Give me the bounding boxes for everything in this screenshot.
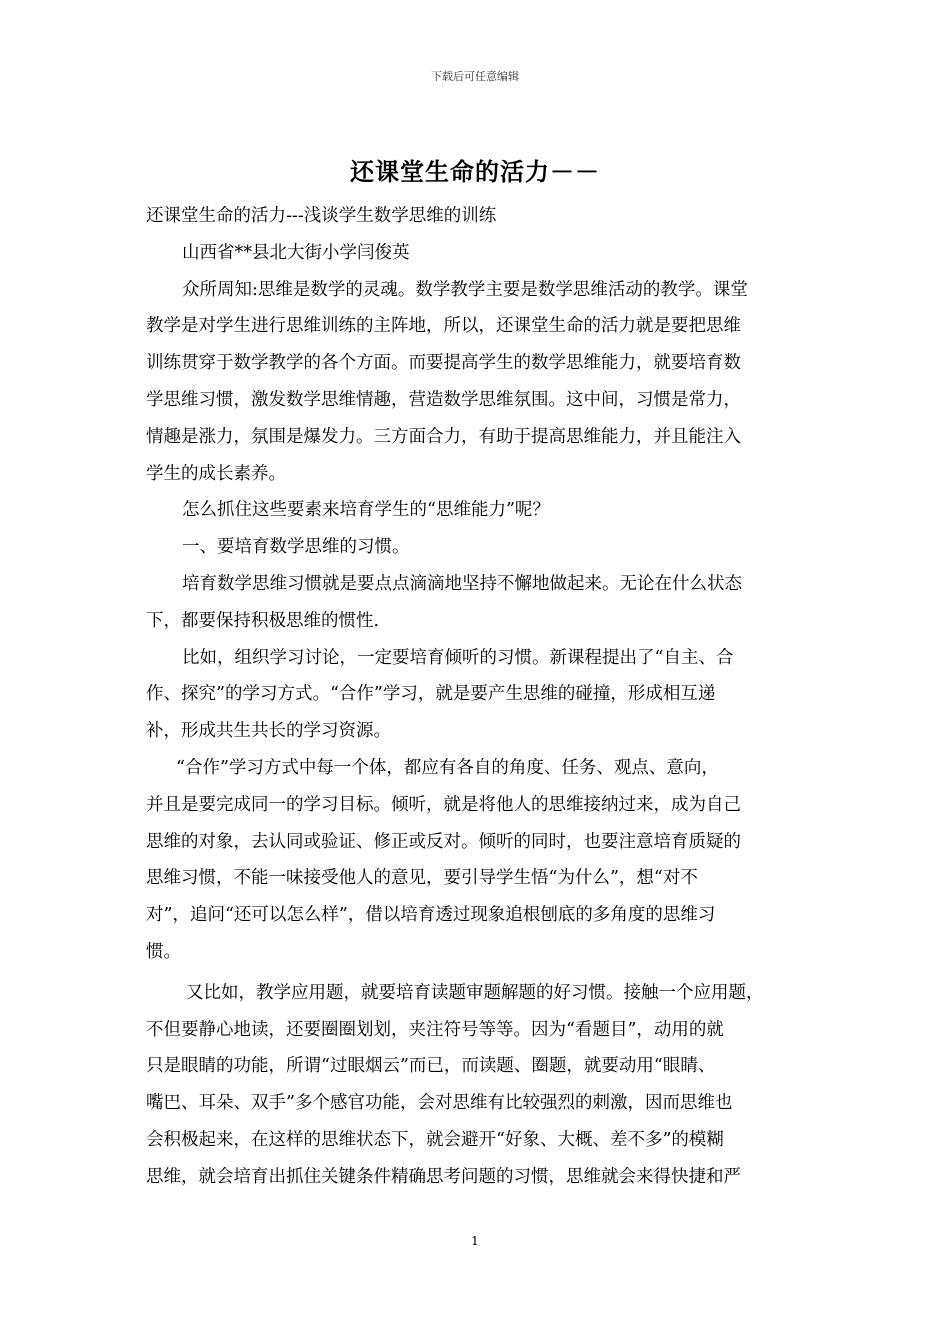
question-line: 怎么抓住这些要素来培育学生的“思维能力”呢？ [182, 500, 550, 521]
paragraph-line: 众所周知:思维是数学的灵魂。数学教学主要是数学思维活动的教学。课堂 [182, 279, 748, 300]
paragraph-line: 并且是要完成同一的学习目标。倾听，就是将他人的思维接纳过来，成为自己 [146, 794, 741, 815]
paragraph-line: 不但要静心地读，还要圈圈划划，夹注符号等等。因为“看题目”，动用的就 [146, 1019, 724, 1040]
paragraph-line: 作、探究”的学习方式。“合作”学习，就是要产生思维的碰撞，形成相互递 [146, 684, 716, 705]
paragraph-line: 教学是对学生进行思维训练的主阵地，所以，还课堂生命的活力就是要把思维 [146, 316, 741, 337]
paragraph-line: 训练贯穿于数学教学的各个方面。而要提高学生的数学思维能力，就要培育数 [146, 353, 741, 374]
paragraph-line: 惯。 [146, 941, 181, 962]
paragraph-line: 下，都要保持积极思维的惯性. [146, 610, 380, 631]
paragraph-line: 补，形成共生共长的学习资源。 [146, 721, 391, 742]
document-title: 还课堂生命的活力－－ [350, 157, 600, 186]
paragraph-line: 思维的对象，去认同或验证、修正或反对。倾听的同时，也要注意培育质疑的 [146, 831, 741, 852]
page-number: 1 [471, 1234, 479, 1248]
paragraph-line: “合作”学习方式中每一个体，都应有各自的角度、任务、观点、意向， [176, 757, 719, 778]
subtitle-line: 还课堂生命的活力---浅谈学生数学思维的训练 [146, 206, 497, 226]
paragraph-line: 思维，就会培育出抓住关键条件精确思考问题的习惯，思维就会来得快捷和严 [146, 1166, 741, 1187]
paragraph-line: 比如，组织学习讨论，一定要培育倾听的习惯。新课程提出了“自主、合 [182, 647, 734, 668]
author-line: 山西省**县北大街小学闫俊英 [182, 242, 410, 263]
paragraph-line: 情趣是涨力，氛围是爆发力。三方面合力，有助于提高思维能力，并且能注入 [146, 426, 741, 447]
paragraph-line: 学生的成长素养。 [146, 463, 286, 484]
paragraph-line: 思维习惯，不能一味接受他人的意见，要引导学生悟“为什么”，想“对不 [146, 868, 698, 889]
paragraph-line: 会积极起来，在这样的思维状态下，就会避开“好象、大概、差不多”的模糊 [146, 1129, 724, 1150]
paragraph-line: 只是眼睛的功能，所谓“过眼烟云”而已，而读题、圈题，就要动用“眼睛、 [146, 1056, 716, 1077]
header-note: 下载后可任意编辑 [431, 70, 519, 83]
paragraph-line: 对”，追问“还可以怎么样”，借以培育透过现象追根刨底的多角度的思维习 [146, 905, 716, 926]
paragraph-line: 学思维习惯，激发数学思维情趣，营造数学思维氛围。这中间，习惯是常力， [146, 389, 741, 410]
paragraph-line: 培育数学思维习惯就是要点点滴滴地坚持不懈地做起来。无论在什么状态 [182, 573, 742, 594]
document-body [146, 198, 806, 1196]
paragraph-line: 又比如，教学应用题，就要培育读题审题解题的好习惯。接触一个应用题， [186, 982, 764, 1003]
paragraph-line: 嘴巴、耳朵、双手”多个感官功能，会对思维有比较强烈的刺激，因而思维也 [146, 1093, 733, 1114]
section-heading: 一、要培育数学思维的习惯。 [182, 537, 410, 558]
